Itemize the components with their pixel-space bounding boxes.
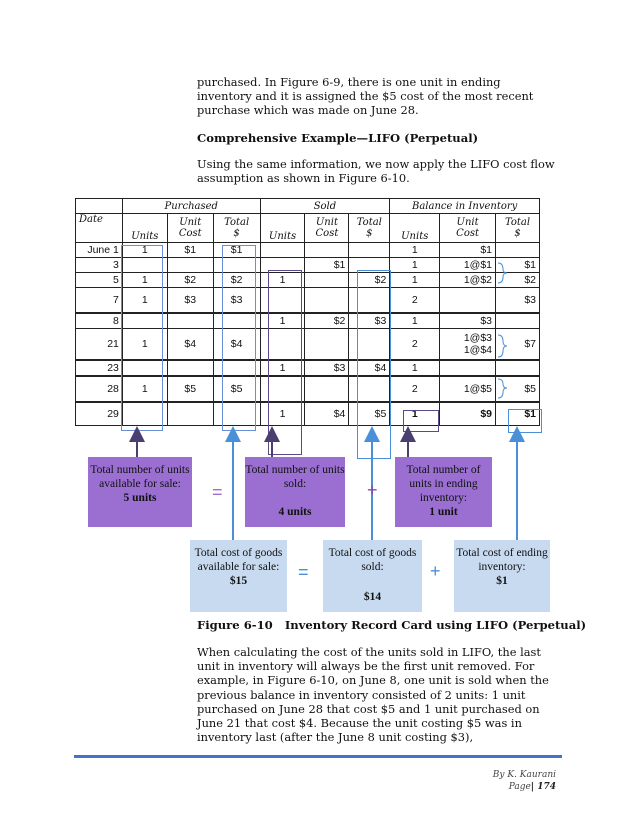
cell-b-units: 1 <box>390 243 440 258</box>
cost-sold-text: Total cost of goods sold: <box>328 547 417 573</box>
footer-page-number: | 174 <box>530 782 556 792</box>
cell-p-cost: $1 <box>167 243 213 258</box>
purchased-header: Purchased <box>122 199 260 214</box>
cell-p-cost: $4 <box>167 329 213 361</box>
cell-s-cost: $2 <box>305 313 349 329</box>
cost-available-box <box>190 540 287 612</box>
cost-available-value: $15 <box>229 575 248 587</box>
units-available-text: Total number of units available for sale: <box>90 464 190 490</box>
date-header: Date <box>76 214 123 243</box>
balance-total-header: Total $ <box>496 214 540 243</box>
cell-date: 5 <box>76 273 123 288</box>
cell-b-cost: 1@$1 <box>440 258 496 273</box>
cell-s-units: 1 <box>260 273 305 288</box>
cell-s-total: $5 <box>349 402 390 426</box>
cell-b-units: 2 <box>390 376 440 402</box>
cell-p-total: $1 <box>213 243 260 258</box>
sold-header: Sold <box>260 199 390 214</box>
footer-rule <box>74 755 562 758</box>
purchased-units-header: Units <box>122 214 167 243</box>
cell-p-cost: $3 <box>167 288 213 314</box>
cell-s-cost: $1 <box>305 258 349 273</box>
cell-b-cost: 1@$5 <box>440 376 496 402</box>
cell-date: June 1 <box>76 243 123 258</box>
cell-p-units: 1 <box>122 329 167 361</box>
intro-paragraph: purchased. In Figure 6-9, there is one unit in ending inventory and it is assigned the $5 cost of the most recent purchase which was made on June 28. <box>197 75 534 118</box>
footer-page <box>509 782 556 792</box>
cell-p-total: $3 <box>213 288 260 314</box>
units-ending-box <box>395 457 492 527</box>
balance-units-header: Units <box>390 214 440 243</box>
cell-s-total: $2 <box>349 273 390 288</box>
cell-p-units: 1 <box>122 376 167 402</box>
cell-p-total: $2 <box>213 273 260 288</box>
cell-p-units: 1 <box>122 288 167 314</box>
cell-s-total: $3 <box>349 313 390 329</box>
cell-b-units: 1 <box>390 402 440 426</box>
cell-b-total: $2 <box>496 273 540 288</box>
figure-caption: Figure 6-10 Inventory Record Card using LIFO (Perpetual) <box>197 618 587 632</box>
balance-header: Balance in Inventory <box>390 199 540 214</box>
purchased-total-header: Total $ <box>213 214 260 243</box>
cost-ending-text: Total cost of ending inventory: <box>456 547 548 573</box>
cell-date: 7 <box>76 288 123 314</box>
sold-total-header: Total $ <box>349 214 390 243</box>
cell-date: 29 <box>76 402 123 426</box>
purchased-unit-cost-header: Unit Cost <box>167 214 213 243</box>
cell-b-cost: $1 <box>440 243 496 258</box>
cell-p-cost: $2 <box>167 273 213 288</box>
cost-ending-box <box>454 540 550 612</box>
cell-b-units: 1 <box>390 360 440 376</box>
footer-author: By K. Kaurani <box>492 770 556 780</box>
plus-sign-cost: + <box>430 561 441 581</box>
units-sold-box <box>245 457 345 527</box>
cell-b-cost: $3 <box>440 313 496 329</box>
cell-p-cost: $5 <box>167 376 213 402</box>
section-heading: Comprehensive Example—LIFO (Perpetual) <box>197 131 479 145</box>
cell-s-units: 1 <box>260 402 305 426</box>
cost-available-text: Total cost of goods available for sale: <box>194 547 283 573</box>
units-available-value: 5 units <box>123 492 157 504</box>
cost-sold-box <box>323 540 422 612</box>
cell-p-total: $5 <box>213 376 260 402</box>
cell-b-total: $1 <box>496 258 540 273</box>
sold-units-header: Units <box>260 214 305 243</box>
body-paragraph: When calculating the cost of the units sold in LIFO, the last unit in inventory will always be the first unit removed. For example, in Figure 6-10, on June 8, one unit is sold when the previous balance in inventory consisted of 2 units: 1 unit purchased on June 28 that cost $5 and 1 unit purchased on June 21 that cost $4. Because the unit costing $5 was in inventory last (after the June 8 unit costing $3), <box>197 645 549 745</box>
cell-b-units: 1 <box>390 313 440 329</box>
cell-date: 23 <box>76 360 123 376</box>
cell-p-units: 1 <box>122 243 167 258</box>
footer-page-label: Page <box>508 782 531 792</box>
cell-p-units: 1 <box>122 273 167 288</box>
lead-paragraph: Using the same information, we now apply the LIFO cost flow assumption as shown in Figure 6-10. <box>197 157 555 186</box>
cell-date: 8 <box>76 313 123 329</box>
cell-date: 21 <box>76 329 123 361</box>
cell-b-units: 1 <box>390 273 440 288</box>
cell-b-units: 2 <box>390 288 440 314</box>
equals-sign-units: = <box>212 482 223 502</box>
sold-unit-cost-header: Unit Cost <box>305 214 349 243</box>
cost-ending-value: $1 <box>496 575 508 587</box>
cost-sold-value: $14 <box>363 591 382 603</box>
plus-sign-units: + <box>367 480 378 500</box>
cell-b-cost: 1@$3 1@$4 <box>440 329 496 361</box>
cell-date: 28 <box>76 376 123 402</box>
cell-s-total: $4 <box>349 360 390 376</box>
units-ending-text: Total number of units in ending inventory: <box>406 464 481 504</box>
cell-p-total: $4 <box>213 329 260 361</box>
cell-b-units: 2 <box>390 329 440 361</box>
equals-sign-cost: = <box>298 562 309 582</box>
units-available-box <box>88 457 192 527</box>
cell-b-total: $7 <box>496 329 540 361</box>
cell-s-cost: $3 <box>305 360 349 376</box>
cell-s-units: 1 <box>260 360 305 376</box>
cell-s-units: 1 <box>260 313 305 329</box>
balance-unit-cost-header: Unit Cost <box>440 214 496 243</box>
units-sold-text: Total number of units sold: <box>245 464 345 490</box>
units-sold-value: 4 units <box>278 506 312 518</box>
cell-b-total: $1 <box>496 402 540 426</box>
cell-date: 3 <box>76 258 123 273</box>
cell-b-total: $3 <box>496 288 540 314</box>
units-ending-value: 1 unit <box>429 506 458 518</box>
cell-s-cost: $4 <box>305 402 349 426</box>
cell-b-total: $5 <box>496 376 540 402</box>
cell-b-cost: 1@$2 <box>440 273 496 288</box>
cell-b-units: 1 <box>390 258 440 273</box>
cell-b-cost: $9 <box>440 402 496 426</box>
